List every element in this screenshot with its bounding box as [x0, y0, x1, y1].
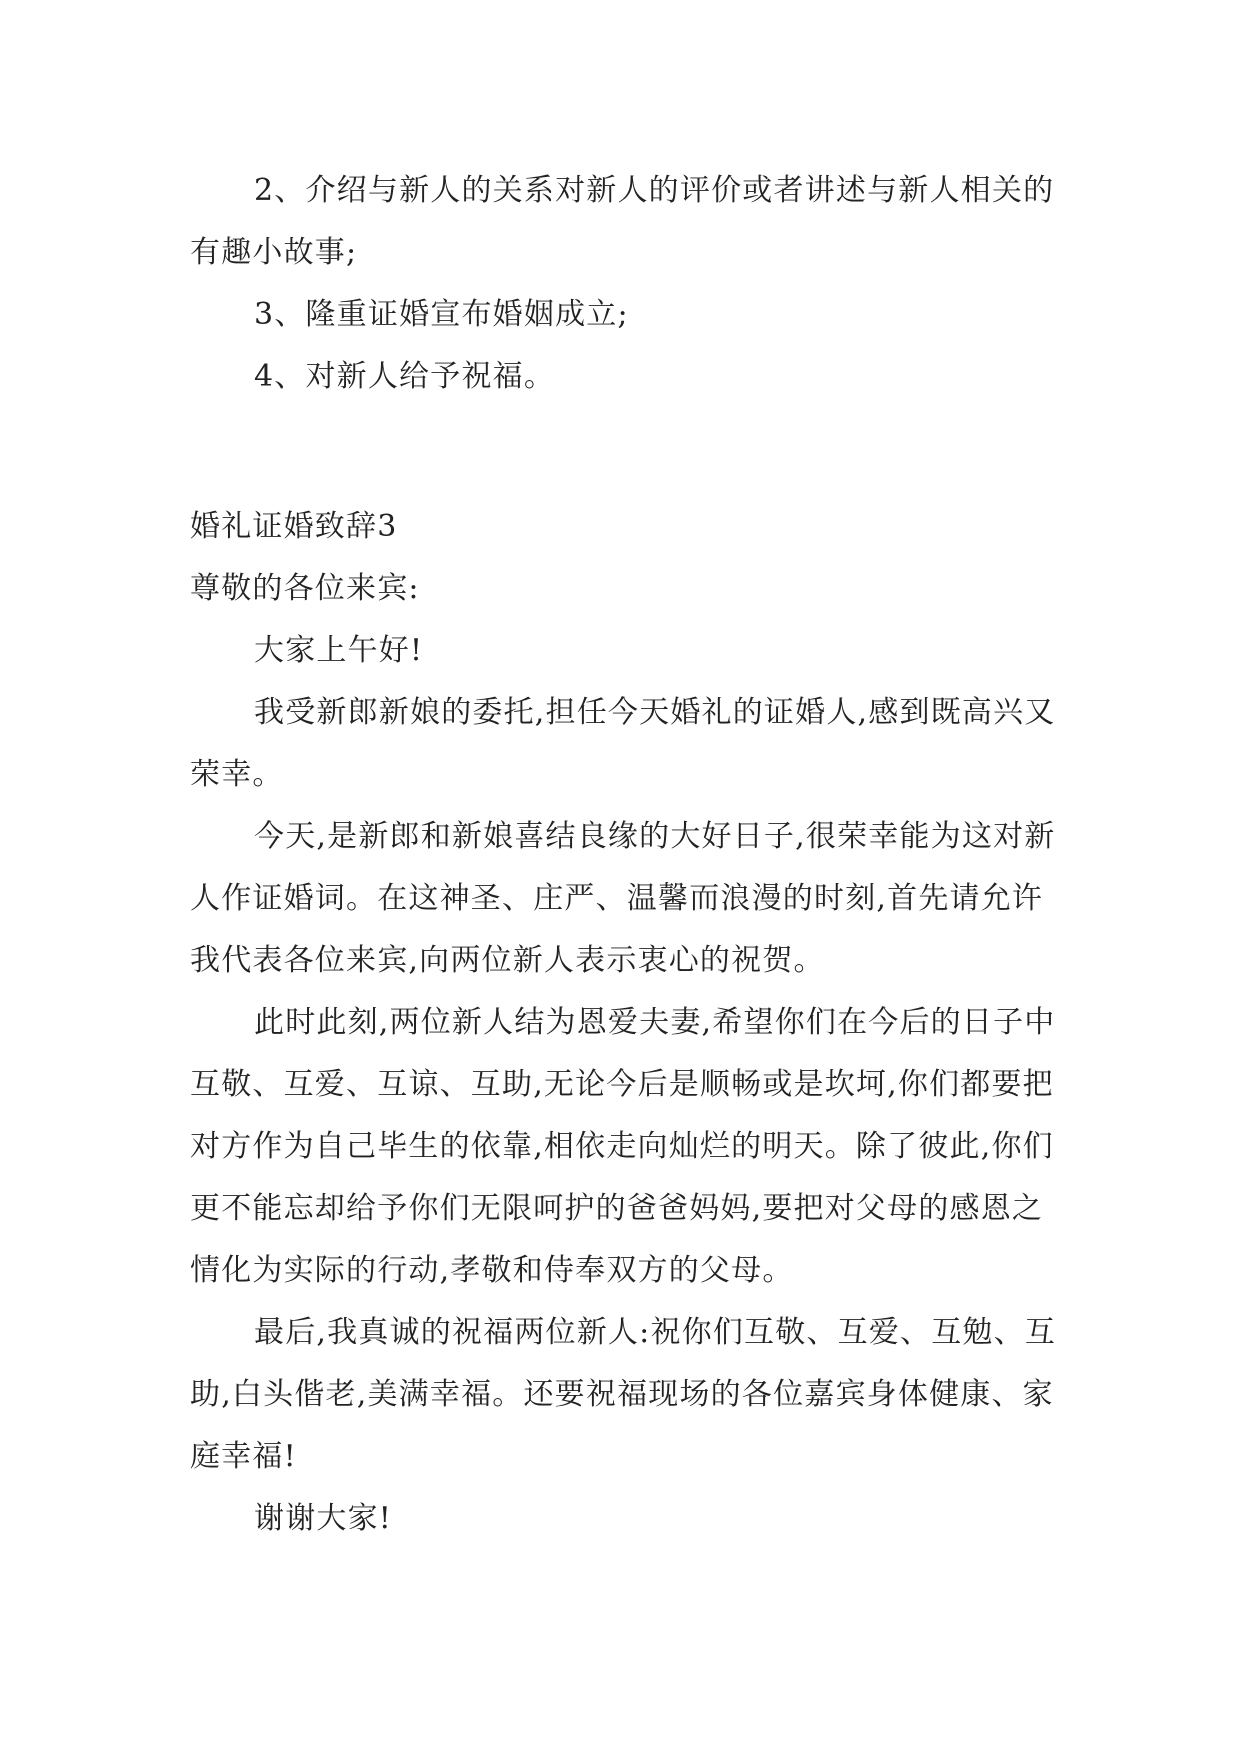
section-title: 婚礼证婚致辞3	[190, 509, 398, 544]
body-paragraph: 我受新郎新娘的委托,担任今天婚礼的证婚人,感到既高兴又荣幸。	[190, 695, 1056, 792]
document-body	[190, 160, 1070, 1550]
list-item: 4、对新人给予祝福。	[254, 359, 556, 394]
salutation: 尊敬的各位来宾:	[190, 571, 420, 606]
list-item: 3、隆重证婚宣布婚姻成立;	[254, 297, 629, 332]
list-item: 2、介绍与新人的关系对新人的评价或者讲述与新人相关的有趣小故事;	[190, 173, 1055, 270]
body-paragraph: 最后,我真诚的祝福两位新人:祝你们互敬、互爱、互勉、互助,白头偕老,美满幸福。还要祝福现场的各位嘉宾身体健康、家庭幸福!	[190, 1315, 1057, 1474]
greeting: 大家上午好!	[254, 633, 424, 668]
body-paragraph: 此时此刻,两位新人结为恩爱夫妻,希望你们在今后的日子中互敬、互爱、互谅、互助,无论今后是顺畅或是坎坷,你们都要把对方作为自己毕生的依靠,相依走向灿烂的明天。除了彼此,你们更不能忘却给予你们无限呵护的爸爸妈妈,要把对父母的感恩之情化为实际的行动,孝敬和侍奉双方的父母。	[190, 1005, 1056, 1288]
closing: 谢谢大家!	[254, 1501, 393, 1536]
body-paragraph: 今天,是新郎和新娘喜结良缘的大好日子,很荣幸能为这对新人作证婚词。在这神圣、庄严、温馨而浪漫的时刻,首先请允许我代表各位来宾,向两位新人表示衷心的祝贺。	[190, 819, 1056, 978]
